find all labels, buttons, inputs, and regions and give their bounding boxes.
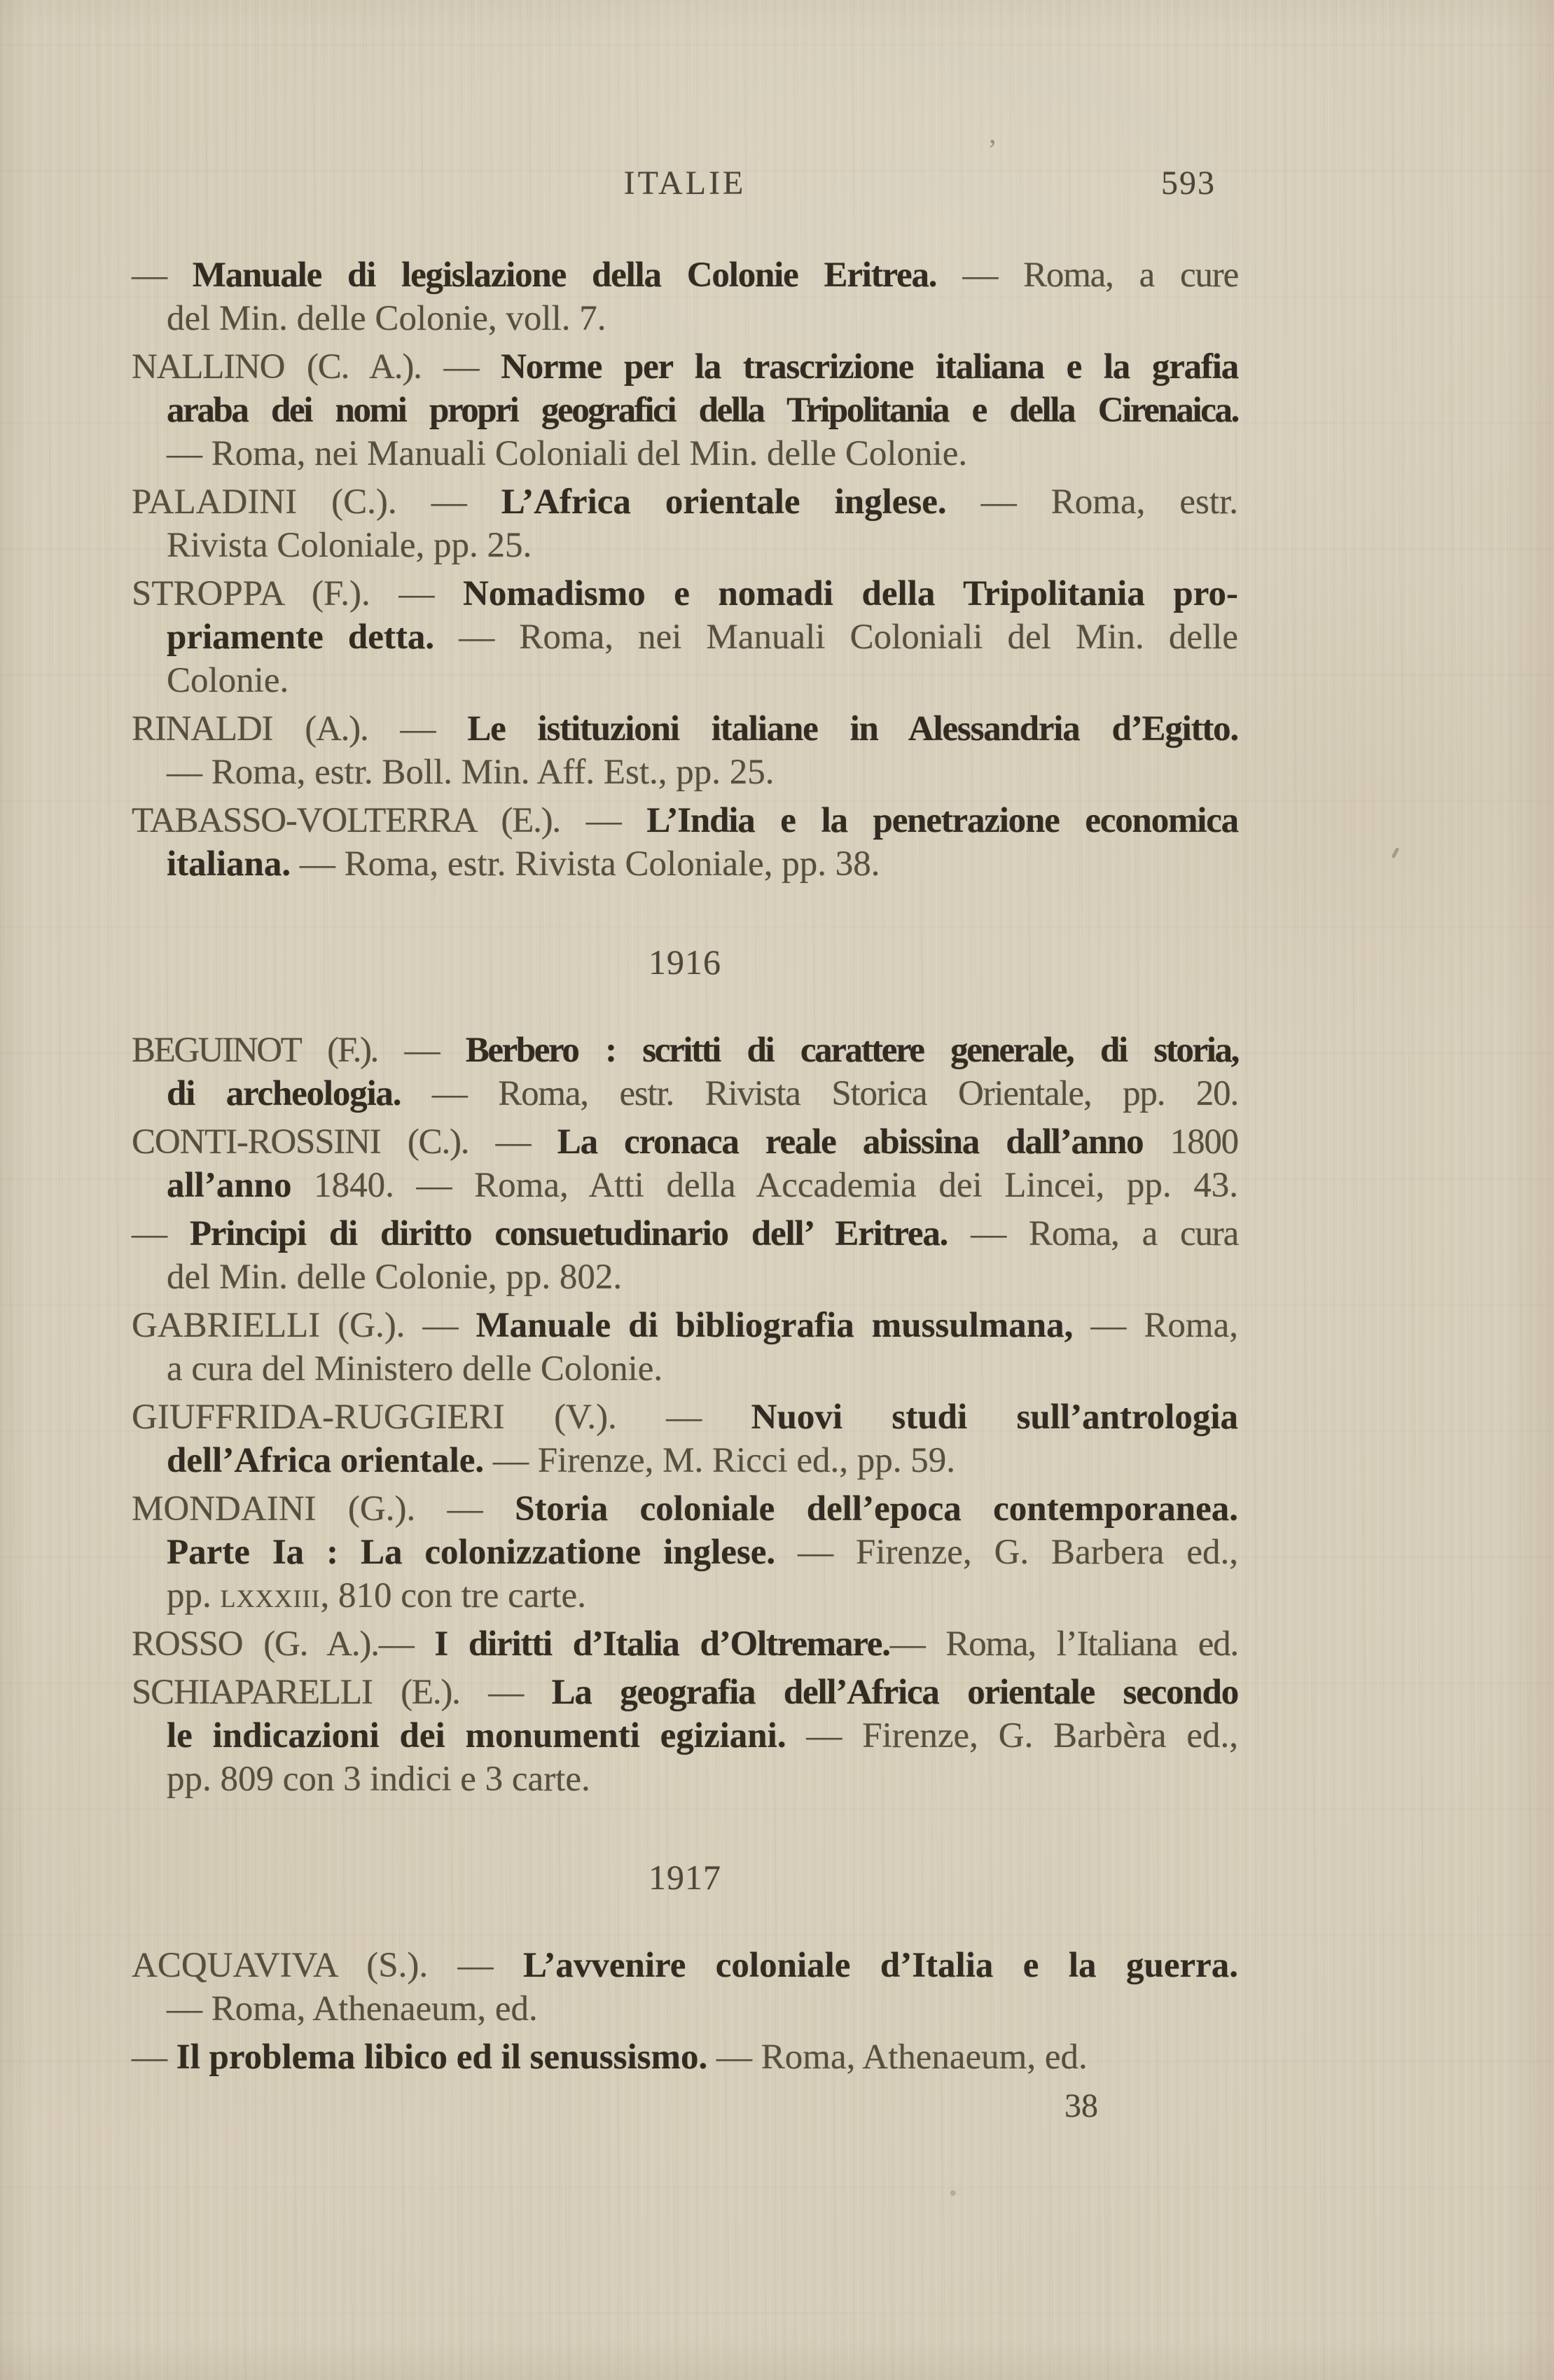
title-text: araba dei nomi propri geografici della Tripolitania e della Cirenaica. [167, 391, 1238, 430]
entry-text: — Firenze, G. Barbèra ed., [786, 1716, 1238, 1755]
entry-text: MONDAINI (G.). — [132, 1489, 515, 1529]
entry-text: — Firenze, M. Ricci ed., pp. 59. [484, 1441, 955, 1480]
entry-text: TABASSO-VOLTERRA (E.). — [132, 801, 647, 840]
entry-line [132, 1029, 1238, 1072]
entry-text: — Roma, estr. Rivista Coloniale, pp. 38. [291, 844, 880, 884]
entry-text: STROPPA (F.). — [132, 574, 464, 613]
year-heading: 1917 [648, 1858, 721, 1897]
bibliography-entry [132, 707, 1238, 794]
entry-text: Colonie. [167, 661, 289, 700]
title-text: le indicazioni dei monumenti egiziani. [167, 1716, 786, 1755]
text-column [132, 0, 1238, 2128]
entry-text: ROSSO (G. A.).— [132, 1624, 435, 1664]
entry-text: — [132, 256, 193, 295]
title-text: priamente detta. [167, 618, 435, 657]
entry-line [132, 1396, 1238, 1439]
bibliography-entry [132, 2035, 1238, 2079]
entry-text: RINALDI (A.). — [132, 709, 468, 749]
bibliography-entry [132, 1671, 1238, 1801]
entry-text: — Roma, a cure [936, 256, 1239, 295]
entry-line [132, 1347, 1238, 1391]
entry-line [132, 297, 1238, 340]
entry-line [132, 1574, 1238, 1617]
entry-text: — Roma, estr. Boll. Min. Aff. Est., pp. 25. [167, 753, 775, 792]
entry-line [132, 480, 1238, 524]
entry-text: — Roma, nei Manuali Coloniali del Min. delle [434, 618, 1238, 657]
entry-line [132, 1439, 1238, 1482]
entry-line [132, 253, 1238, 297]
title-text: italiana. [167, 844, 291, 884]
entry-line [132, 1714, 1238, 1758]
title-text: I diritti d’Italia d’Oltremare. [434, 1624, 890, 1664]
entry-line [132, 751, 1238, 794]
entry-line [132, 524, 1238, 567]
entry-line [132, 345, 1238, 389]
paper-speck [950, 2190, 956, 2196]
bibliography-entry [132, 799, 1238, 886]
entry-line [132, 1072, 1238, 1115]
entry-text: — Roma, Athenaeum, ed. [167, 1989, 538, 2028]
entry-text: — Roma, estr. [946, 482, 1238, 522]
entry-line [132, 799, 1238, 842]
entry-text: del Min. delle Colonie, voll. 7. [167, 299, 606, 338]
entry-text: — Roma, a cura [948, 1214, 1238, 1253]
stray-ink-mark: ’ [987, 134, 997, 167]
entry-line [132, 615, 1238, 659]
entry-text: — Roma, Athenaeum, ed. [707, 2038, 1088, 2077]
entry-text: — [132, 2038, 176, 2077]
entry-text: — Firenze, G. Barbera ed., [775, 1533, 1238, 1572]
bibliography-entry [132, 345, 1238, 475]
title-text: Nuovi studi sull’antrologia [751, 1398, 1238, 1437]
entry-line [132, 389, 1238, 432]
entry-text: a cura del Ministero delle Colonie. [167, 1349, 663, 1389]
bibliography-entry [132, 253, 1238, 340]
bibliography-entry [132, 1304, 1238, 1391]
title-text: Il problema libico ed il senussismo. [176, 2038, 708, 2077]
entry-line [132, 2035, 1238, 2079]
title-text: Parte Ia : La colonizzatione inglese. [167, 1533, 776, 1572]
entry-text: SCHIAPARELLI (E.). — [132, 1673, 552, 1712]
entry-text: GABRIELLI (G.). — [132, 1306, 476, 1345]
bibliography [132, 253, 1238, 2079]
entry-line [132, 1987, 1238, 2031]
bibliography-entry [132, 1944, 1238, 2031]
entry-text: — [132, 1214, 190, 1253]
bibliography-entry [132, 480, 1238, 567]
entry-text: CONTI-ROSSINI (C.). — [132, 1122, 557, 1162]
title-text: La geografia dell’Africa orientale secondo [551, 1673, 1239, 1712]
entry-text: — Roma, [1073, 1306, 1238, 1345]
bibliography-entry [132, 1622, 1238, 1666]
bibliography-entry [132, 1396, 1238, 1482]
bibliography-entry [132, 1029, 1238, 1115]
bibliography-entry [132, 1212, 1238, 1299]
entry-text: , 810 con tre carte. [320, 1576, 586, 1615]
entry-line [132, 659, 1238, 702]
title-text: Berbero : scritti di carattere generale, di storia, [465, 1031, 1238, 1070]
title-text: all’anno [167, 1166, 292, 1205]
title-text: Nomadismo e nomadi della Tripolitania pro- [463, 574, 1238, 613]
entry-line [132, 1671, 1238, 1714]
entry-text: — Roma, nei Manuali Coloniali del Min. delle Colonie. [167, 434, 968, 473]
title-text: L’India e la penetrazione economica [646, 801, 1238, 840]
title-text: L’Africa orientale inglese. [501, 482, 947, 522]
title-text: di archeologia. [167, 1074, 401, 1113]
running-title: ITALIE [623, 165, 747, 202]
title-text: L’avvenire coloniale d’Italia e la guerra. [523, 1946, 1239, 1985]
page-number: 593 [1161, 165, 1216, 202]
title-text: Principi di diritto consuetudinario dell’ Eritrea. [189, 1214, 948, 1253]
title-text: Storia coloniale dell’epoca contemporanea. [515, 1489, 1238, 1529]
entry-text: NALLINO (C. A.). — [132, 347, 501, 387]
entry-text: BEGUINOT (F.). — [132, 1031, 466, 1070]
entry-line [132, 1531, 1238, 1574]
entry-line [132, 1487, 1238, 1531]
year-heading: 1916 [648, 942, 721, 982]
bibliography-entry [132, 1487, 1238, 1617]
entry-line [132, 1304, 1238, 1347]
entry-text: lxxxiii [220, 1576, 321, 1615]
entry-text: PALADINI (C.). — [132, 482, 501, 522]
entry-line [132, 432, 1238, 475]
entry-text: del Min. delle Colonie, pp. 802. [167, 1258, 623, 1297]
title-text: Le istituzioni italiane in Alessandria d’Egitto. [467, 709, 1239, 749]
entry-line [132, 1255, 1238, 1299]
running-header [132, 134, 1238, 205]
entry-line [132, 1622, 1238, 1666]
title-text: dell’Africa orientale. [167, 1441, 485, 1480]
entry-line [132, 1758, 1238, 1801]
entry-text: GIUFFRIDA-RUGGIERI (V.). — [132, 1398, 751, 1437]
entry-line [132, 1944, 1238, 1987]
bibliography-entry [132, 1120, 1238, 1207]
entry-text: Rivista Coloniale, pp. 25. [167, 526, 532, 565]
entry-text: 1840. — Roma, Atti della Accademia dei Lincei, pp. 43. [291, 1166, 1238, 1205]
entry-text: pp. [167, 1576, 221, 1615]
entry-line [132, 707, 1238, 751]
entry-text: — Roma, l’Italiana ed. [889, 1624, 1238, 1664]
entry-text: pp. 809 con 3 indici e 3 carte. [167, 1760, 590, 1799]
entry-line [132, 572, 1238, 615]
entry-line [132, 1164, 1238, 1207]
entry-line [132, 1120, 1238, 1164]
entry-text: 1800 [1143, 1122, 1238, 1162]
entry-text: — Roma, estr. Rivista Storica Orientale, pp. 20. [401, 1074, 1238, 1113]
title-text: Norme per la trascrizione italiana e la grafia [501, 347, 1238, 387]
title-text: Manuale di legislazione della Colonie Eritrea. [192, 256, 937, 295]
entry-line [132, 842, 1238, 886]
paper-speck [1392, 847, 1400, 858]
entry-line [132, 1212, 1238, 1255]
title-text: La cronaca reale abissina dall’anno [557, 1122, 1144, 1162]
bibliography-entry [132, 572, 1238, 702]
signature-number: 38 [1064, 2087, 1098, 2124]
title-text: Manuale di bibliografia mussulmana, [476, 1306, 1074, 1345]
entry-text: ACQUAVIVA (S.). — [132, 1946, 523, 1985]
